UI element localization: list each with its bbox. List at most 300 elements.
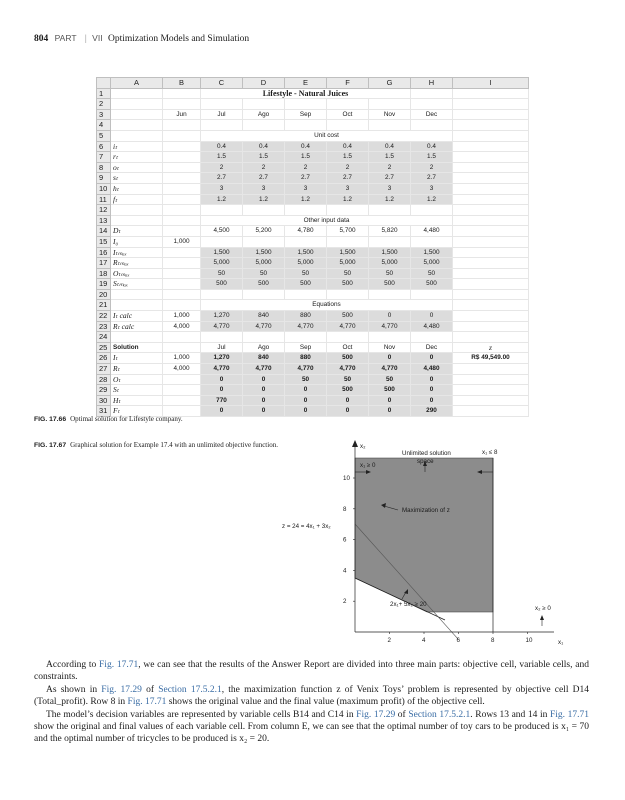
row-header: 11 [97, 194, 111, 205]
empty-cell [453, 215, 529, 226]
equation-cell: 1,270 [201, 311, 243, 322]
month-header: Dec [411, 109, 453, 120]
input-cell: 1,000 [163, 236, 201, 247]
sheet-corner [97, 78, 111, 89]
month-header: Jun [163, 109, 201, 120]
graphical-solution-chart [280, 436, 580, 656]
empty-cell [163, 162, 201, 173]
input-cell: 2 [285, 162, 327, 173]
empty-cell [163, 183, 201, 194]
solution-cell: 1,000 [163, 353, 201, 364]
empty-cell [369, 332, 411, 343]
variable-label: Dₜ [111, 226, 163, 237]
input-cell: 2 [411, 162, 453, 173]
input-cell: 2 [243, 162, 285, 173]
input-cell: 0.4 [327, 141, 369, 152]
figure-link[interactable]: Fig. 17.29 [101, 684, 142, 695]
empty-cell [453, 226, 529, 237]
empty-cell [163, 258, 201, 269]
input-cell: 5,000 [411, 258, 453, 269]
row-header: 3 [97, 109, 111, 120]
sheet-row-15 [97, 236, 529, 247]
empty-cell [111, 289, 163, 300]
caption-label: FIG. 17.67 [34, 442, 67, 449]
column-header: D [243, 78, 285, 89]
empty-cell [243, 332, 285, 343]
input-cell: 5,000 [327, 258, 369, 269]
input-cell: 2.7 [327, 173, 369, 184]
empty-cell [111, 215, 163, 226]
chapter-title: Optimization Models and Simulation [107, 34, 250, 44]
variable-label: I₀ [111, 236, 163, 247]
x-axis-label: x₁ [558, 639, 564, 646]
column-header: C [201, 78, 243, 89]
empty-cell [411, 236, 453, 247]
figure-link[interactable]: Fig. 17.71 [549, 709, 589, 720]
solution-cell: 0 [369, 353, 411, 364]
sheet-row-1 [97, 88, 529, 99]
input-cell: 5,200 [243, 226, 285, 237]
y-axis-arrow [352, 440, 358, 447]
solution-cell: 0 [201, 406, 243, 417]
objective-value [453, 406, 529, 417]
solution-cell: 500 [327, 385, 369, 396]
objective-value [453, 374, 529, 385]
input-cell: 2.7 [201, 173, 243, 184]
empty-cell [369, 205, 411, 216]
empty-cell [369, 120, 411, 131]
section-link[interactable]: Section 17.5.2.1 [408, 709, 471, 720]
x1-le-8-label: x₁ ≤ 8 [482, 449, 498, 456]
empty-cell [243, 236, 285, 247]
solution-cell: 500 [369, 385, 411, 396]
empty-cell [327, 120, 369, 131]
x-tick-label: 4 [422, 637, 426, 644]
empty-cell [201, 99, 243, 110]
solution-cell: 0 [369, 395, 411, 406]
row-header: 30 [97, 395, 111, 406]
figure-caption-67 [34, 441, 279, 450]
objective-value [453, 385, 529, 396]
input-cell: 5,000 [201, 258, 243, 269]
empty-cell [411, 205, 453, 216]
solution-cell: 770 [201, 395, 243, 406]
empty-cell [111, 120, 163, 131]
solution-cell: 4,770 [201, 364, 243, 375]
row-header: 10 [97, 183, 111, 194]
solution-cell: 0 [201, 374, 243, 385]
solution-cell [163, 385, 201, 396]
solution-cell: 0 [243, 395, 285, 406]
empty-cell [163, 226, 201, 237]
empty-cell [453, 205, 529, 216]
empty-cell [369, 289, 411, 300]
row-header: 31 [97, 406, 111, 417]
input-cell: 1.2 [369, 194, 411, 205]
solution-cell: 0 [369, 406, 411, 417]
variable-label: hₜ [111, 183, 163, 194]
empty-cell [453, 162, 529, 173]
sheet-row-9 [97, 173, 529, 184]
input-cell: 3 [369, 183, 411, 194]
solution-cell: 4,770 [285, 364, 327, 375]
empty-cell [327, 289, 369, 300]
empty-cell [285, 289, 327, 300]
empty-cell [111, 99, 163, 110]
variable-label: Oₜ [111, 374, 163, 385]
spreadsheet-figure [96, 77, 528, 417]
input-cell: 3 [285, 183, 327, 194]
sheet-row-7 [97, 152, 529, 163]
section-label: Unit cost [201, 130, 453, 141]
input-cell: 0.4 [285, 141, 327, 152]
objective-value [453, 364, 529, 375]
row-header: 28 [97, 374, 111, 385]
variable-label: Hₜ [111, 395, 163, 406]
z-label: z [453, 342, 529, 353]
input-cell: 2 [201, 162, 243, 173]
graph-svg [280, 436, 580, 656]
empty-cell [285, 120, 327, 131]
column-header: H [411, 78, 453, 89]
figure-link[interactable]: Fig. 17.71 [99, 660, 139, 670]
solution-cell: 0 [411, 395, 453, 406]
x-tick-label: 8 [491, 637, 495, 644]
empty-cell [411, 88, 453, 99]
month-header: Jul [201, 342, 243, 353]
sheet-row-3 [97, 109, 529, 120]
empty-cell [163, 141, 201, 152]
empty-cell [163, 289, 201, 300]
sheet-row-30 [97, 395, 529, 406]
empty-cell [201, 289, 243, 300]
row-header: 29 [97, 385, 111, 396]
empty-cell [201, 205, 243, 216]
input-cell: 1,500 [285, 247, 327, 258]
empty-cell [453, 279, 529, 290]
section-label: Equations [201, 300, 453, 311]
unlimited-label-2: space [417, 458, 434, 465]
empty-cell [453, 130, 529, 141]
sheet-row-21 [97, 300, 529, 311]
empty-cell [243, 205, 285, 216]
empty-cell [163, 99, 201, 110]
column-header: E [285, 78, 327, 89]
spreadsheet-table [96, 77, 529, 417]
sheet-row-2 [97, 99, 529, 110]
input-cell: 1.5 [243, 152, 285, 163]
input-cell: 50 [243, 268, 285, 279]
column-header: I [453, 78, 529, 89]
input-cell: 2.7 [243, 173, 285, 184]
row-header: 12 [97, 205, 111, 216]
running-header [34, 33, 249, 44]
variable-label: Oₜₘₐₓ [111, 268, 163, 279]
x2-ge-0-label: x₂ ≥ 0 [535, 605, 551, 612]
input-cell: 1,500 [411, 247, 453, 258]
input-cell: 3 [243, 183, 285, 194]
input-cell: 1.5 [327, 152, 369, 163]
input-cell: 0.4 [243, 141, 285, 152]
empty-cell [327, 236, 369, 247]
solution-label: Solution [111, 342, 163, 353]
input-cell: 2.7 [285, 173, 327, 184]
row-header: 18 [97, 268, 111, 279]
empty-cell [285, 236, 327, 247]
month-header: Nov [369, 109, 411, 120]
part-label: PART [54, 33, 77, 43]
empty-cell [453, 141, 529, 152]
input-cell: 1,500 [369, 247, 411, 258]
solution-cell: 0 [411, 374, 453, 385]
input-cell: 50 [411, 268, 453, 279]
equation-cell: 4,000 [163, 321, 201, 332]
input-cell: 2 [327, 162, 369, 173]
constraint-label: 2x₁+ 5x₂ ≥ 20 [390, 601, 427, 608]
empty-cell [453, 311, 529, 322]
input-cell: 1.2 [327, 194, 369, 205]
variable-label: rₜ [111, 152, 163, 163]
input-cell: 5,700 [327, 226, 369, 237]
variable-label: Sₜ [111, 385, 163, 396]
sheet-row-10 [97, 183, 529, 194]
empty-cell [163, 194, 201, 205]
sheet-row-11 [97, 194, 529, 205]
sheet-row-18 [97, 268, 529, 279]
input-cell: 50 [369, 268, 411, 279]
solution-cell: 840 [243, 353, 285, 364]
equation-cell: 500 [327, 311, 369, 322]
column-header: G [369, 78, 411, 89]
caption-text: Graphical solution for Example 17.4 with an unlimited objective function. [70, 441, 278, 449]
variable-label: Sₜₘₐₓ [111, 279, 163, 290]
empty-cell [111, 130, 163, 141]
empty-cell [285, 99, 327, 110]
x-tick-label: 6 [456, 637, 460, 644]
section-link[interactable]: Section 17.5.2.1 [158, 684, 222, 695]
solution-cell: 0 [243, 374, 285, 385]
input-cell: 50 [285, 268, 327, 279]
solution-cell: 0 [201, 385, 243, 396]
empty-cell [163, 342, 201, 353]
month-header: Ago [243, 342, 285, 353]
sheet-row-28 [97, 374, 529, 385]
figure-link[interactable]: Fig. 17.29 [356, 709, 396, 720]
empty-cell [327, 205, 369, 216]
empty-cell [327, 332, 369, 343]
row-header: 19 [97, 279, 111, 290]
input-cell: 0.4 [411, 141, 453, 152]
sheet-row-13 [97, 215, 529, 226]
empty-cell [453, 120, 529, 131]
variable-label: oₜ [111, 162, 163, 173]
maximization-label: Maximization of z [402, 507, 450, 514]
column-header-row [97, 78, 529, 89]
equation-cell: 0 [369, 311, 411, 322]
solution-cell: 1,270 [201, 353, 243, 364]
input-cell: 0.4 [369, 141, 411, 152]
row-header: 8 [97, 162, 111, 173]
input-cell: 5,820 [369, 226, 411, 237]
paragraph-1: According to Fig. 17.71, we can see that the results of the Answer Report are divided into three main parts: objective cell, variable cells, and constraints. [34, 660, 589, 683]
row-header: 5 [97, 130, 111, 141]
sheet-row-8 [97, 162, 529, 173]
input-cell: 4,780 [285, 226, 327, 237]
input-cell: 1,500 [201, 247, 243, 258]
empty-cell [453, 321, 529, 332]
empty-cell [453, 99, 529, 110]
input-cell: 1.5 [369, 152, 411, 163]
input-cell: 1.5 [285, 152, 327, 163]
empty-cell [163, 88, 201, 99]
empty-cell [243, 289, 285, 300]
input-cell: 5,000 [243, 258, 285, 269]
input-cell: 1.5 [201, 152, 243, 163]
input-cell: 4,480 [411, 226, 453, 237]
month-header: Dec [411, 342, 453, 353]
figure-link[interactable]: Fig. 17.71 [127, 697, 167, 708]
paragraph-3: The model’s decision variables are represented by variable cells B14 and C14 in Fig. 17.29 of Section 17.5.2.1. Rows 13 and 14 in Fig. 17.71 show the original and final values of each variable cell. From column E, we can see that the optimal number of toy cars to be produced is x₁ = 70 and the optimal number of tricycles to be produced is x₂ = 20. [34, 709, 589, 745]
empty-cell [163, 173, 201, 184]
equation-cell: 4,480 [411, 321, 453, 332]
body-text [34, 659, 589, 746]
input-cell: 2.7 [369, 173, 411, 184]
empty-cell [163, 268, 201, 279]
row-header: 22 [97, 311, 111, 322]
solution-cell: 500 [327, 353, 369, 364]
row-header: 26 [97, 353, 111, 364]
y-tick-label: 6 [343, 536, 347, 544]
solution-cell: 0 [243, 406, 285, 417]
y-tick-label: 2 [343, 598, 347, 606]
empty-cell [163, 279, 201, 290]
input-cell: 1.2 [243, 194, 285, 205]
solution-cell: 880 [285, 353, 327, 364]
equation-cell: 0 [411, 311, 453, 322]
variable-label: Rₜ calc [111, 321, 163, 332]
y-tick-label: 8 [343, 505, 347, 513]
sheet-row-27 [97, 364, 529, 375]
caption-text: Optimal solution for Lifestyle company. [70, 415, 183, 423]
variable-label: Rₜₘₐₓ [111, 258, 163, 269]
empty-cell [411, 99, 453, 110]
sheet-row-14 [97, 226, 529, 237]
empty-cell [285, 205, 327, 216]
empty-cell [285, 332, 327, 343]
input-cell: 2.7 [411, 173, 453, 184]
sheet-row-17 [97, 258, 529, 269]
empty-cell [453, 152, 529, 163]
variable-label: Iₜ calc [111, 311, 163, 322]
sheet-row-24 [97, 332, 529, 343]
month-header: Oct [327, 342, 369, 353]
variable-label: Iₜₘₐₓ [111, 247, 163, 258]
row-header: 1 [97, 88, 111, 99]
row-header: 9 [97, 173, 111, 184]
sheet-row-5 [97, 130, 529, 141]
row-header: 25 [97, 342, 111, 353]
empty-cell [453, 183, 529, 194]
sheet-row-26 [97, 353, 529, 364]
sheet-row-4 [97, 120, 529, 131]
empty-cell [163, 152, 201, 163]
variable-label: fₜ [111, 194, 163, 205]
sheet-row-6 [97, 141, 529, 152]
equation-cell: 840 [243, 311, 285, 322]
solution-cell: 0 [243, 385, 285, 396]
empty-cell [111, 205, 163, 216]
solution-cell: 50 [285, 374, 327, 385]
equation-cell: 4,770 [369, 321, 411, 332]
feasible-region [355, 458, 493, 612]
empty-cell [201, 332, 243, 343]
empty-cell [453, 88, 529, 99]
equation-cell: 4,770 [327, 321, 369, 332]
empty-cell [163, 247, 201, 258]
input-cell: 3 [327, 183, 369, 194]
row-header: 24 [97, 332, 111, 343]
sheet-row-23 [97, 321, 529, 332]
month-header: Oct [327, 109, 369, 120]
solution-cell: 4,770 [369, 364, 411, 375]
input-cell: 1,500 [243, 247, 285, 258]
column-header: B [163, 78, 201, 89]
month-header: Sep [285, 342, 327, 353]
empty-cell [453, 247, 529, 258]
solution-cell: 50 [327, 374, 369, 385]
sheet-row-22 [97, 311, 529, 322]
empty-cell [163, 215, 201, 226]
y-axis-label: x₂ [360, 443, 366, 450]
row-header: 16 [97, 247, 111, 258]
solution-cell: 0 [285, 395, 327, 406]
variable-label: sₜ [111, 173, 163, 184]
empty-cell [411, 120, 453, 131]
month-header: Sep [285, 109, 327, 120]
solution-cell: 290 [411, 406, 453, 417]
empty-cell [453, 173, 529, 184]
part-number: VII [92, 33, 103, 43]
solution-cell: 4,480 [411, 364, 453, 375]
sheet-row-25 [97, 342, 529, 353]
x1-ge-0-label: x₁ ≥ 0 [360, 462, 376, 469]
page-number: 804 [34, 34, 49, 44]
empty-cell [163, 130, 201, 141]
row-header: 20 [97, 289, 111, 300]
solution-cell: 0 [327, 406, 369, 417]
input-cell: 500 [243, 279, 285, 290]
variable-label: Rₜ [111, 364, 163, 375]
solution-cell: 4,770 [243, 364, 285, 375]
input-cell: 3 [201, 183, 243, 194]
column-header: A [111, 78, 163, 89]
input-cell: 4,500 [201, 226, 243, 237]
figure-caption-66 [34, 415, 183, 423]
sheet-row-29 [97, 385, 529, 396]
empty-cell [111, 332, 163, 343]
input-cell: 500 [411, 279, 453, 290]
sheet-row-12 [97, 205, 529, 216]
paragraph-2: As shown in Fig. 17.29 of Section 17.5.2.1, the maximization function z of Venix Toys’ problem is represented by objective cell D14 (Total_profit). Row 8 in Fig. 17.71 shows the original value and the final value (maximum profit) of the objective cell. [34, 684, 589, 708]
empty-cell [243, 120, 285, 131]
empty-cell [453, 258, 529, 269]
row-header: 27 [97, 364, 111, 375]
row-header: 23 [97, 321, 111, 332]
input-cell: 1.2 [411, 194, 453, 205]
caption-label: FIG. 17.66 [34, 416, 67, 423]
empty-cell [111, 109, 163, 120]
x-tick-label: 2 [387, 637, 391, 644]
